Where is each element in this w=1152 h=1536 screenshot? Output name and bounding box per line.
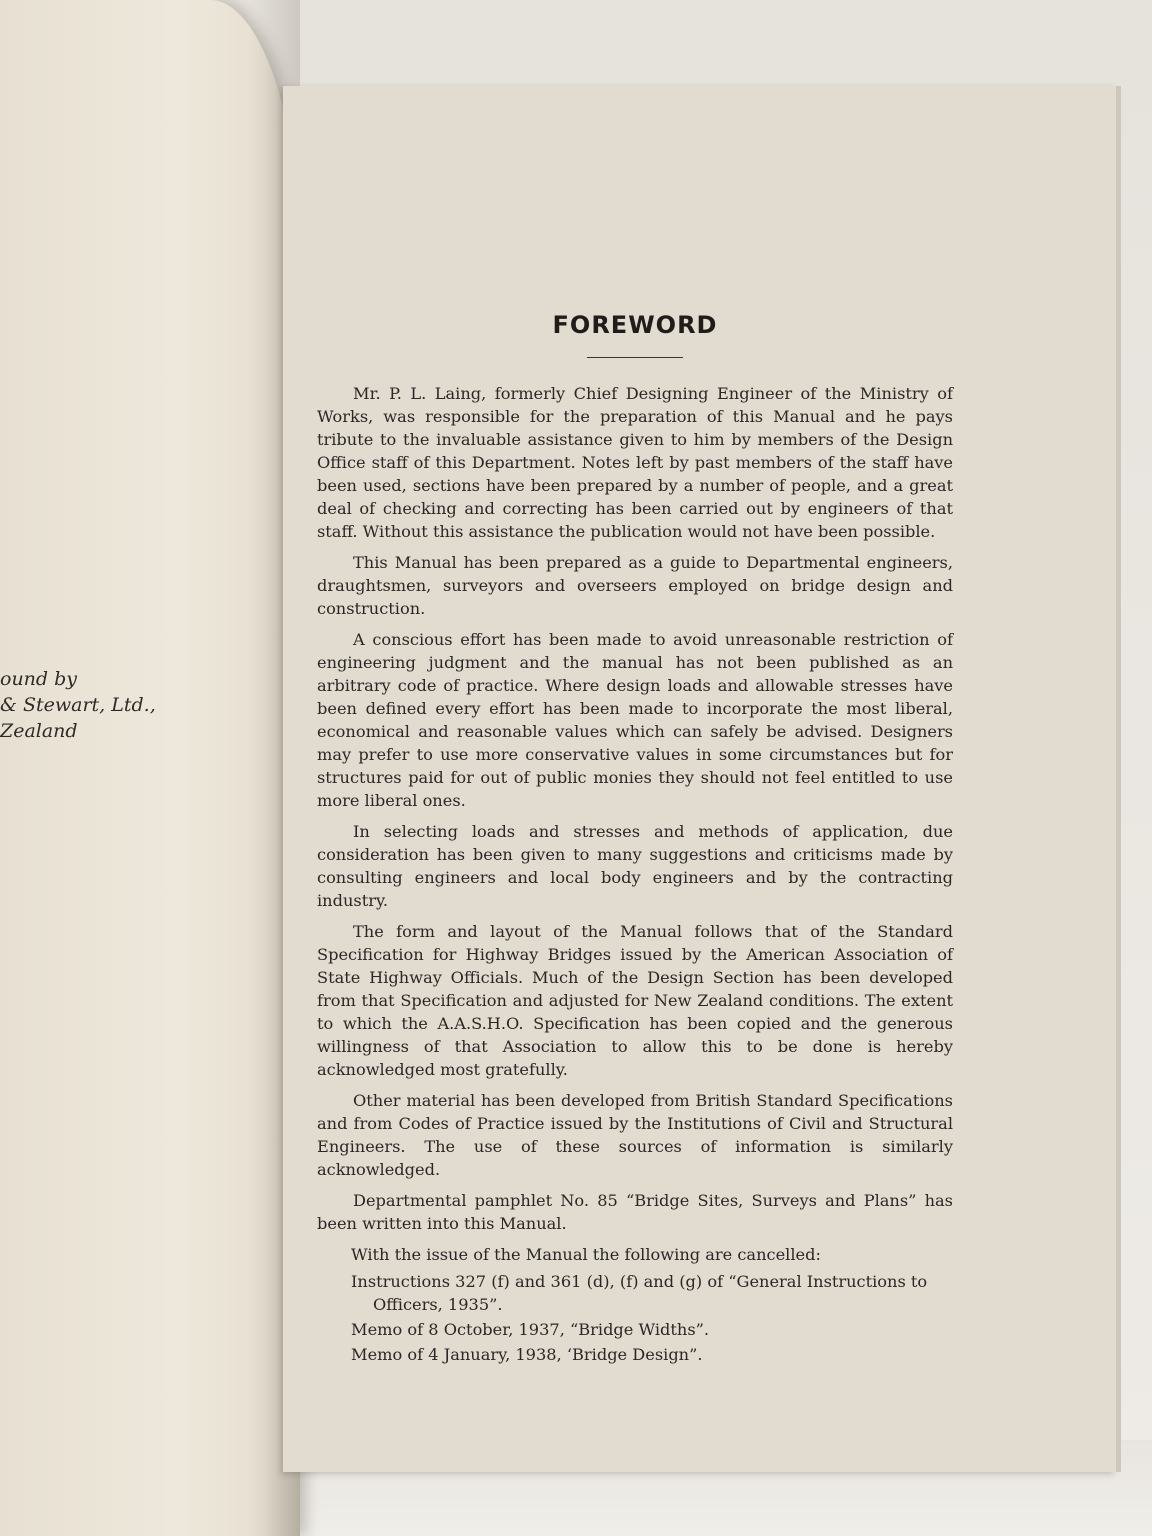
foreword-paragraph: Other material has been developed from British Standard Specifications and from Codes of Practice issued by the Institutions of Civil and Structural Engineers. The use of these sources of information is similarly acknowledged. <box>317 1091 953 1179</box>
imprint-line: & Stewart, Ltd., <box>0 694 156 716</box>
printer-imprint <box>0 666 260 744</box>
cancelled-item: Instructions 327 (f) and 361 (d), (f) and (g) of “General Instructions to Officers, 1935”. <box>351 1272 928 1314</box>
cancelled-item: Memo of 4 January, 1938, ‘Bridge Design”. <box>351 1345 703 1364</box>
page-edge <box>1116 86 1121 1472</box>
cancelled-item: Memo of 8 October, 1937, “Bridge Widths”. <box>351 1320 710 1339</box>
right-page <box>283 86 1116 1472</box>
cancelled-list <box>351 1270 953 1366</box>
foreword-paragraph: This Manual has been prepared as a guide to Departmental engineers, draughtsmen, surveyors and overseers employed on bridge design and construction. <box>317 553 953 618</box>
page-title: FOREWORD <box>552 311 718 339</box>
foreword-paragraph: In selecting loads and stresses and methods of application, due consideration has been given to many suggestions and criticisms made by consulting engineers and local body engineers and by the contracting industry. <box>317 822 953 910</box>
cancelled-intro: With the issue of the Manual the following are cancelled: <box>351 1245 821 1264</box>
foreword-paragraph: Mr. P. L. Laing, formerly Chief Designing Engineer of the Ministry of Works, was responsible for the preparation of this Manual and he pays tribute to the invaluable assistance given to him by members of the Design Office staff of this Department. Notes left by past members of the staff have been used, sections have been prepared by a number of people, and a great deal of checking and correcting has been carried out by engineers of that staff. Without this assistance the publication would not have been possible. <box>317 384 953 541</box>
title-rule <box>587 357 683 358</box>
imprint-line: ound by <box>0 668 78 690</box>
foreword-paragraph: Departmental pamphlet No. 85 “Bridge Sites, Surveys and Plans” has been written into this Manual. <box>317 1191 953 1233</box>
foreword-paragraph: The form and layout of the Manual follows that of the Standard Specification for Highway Bridges issued by the American Association of State Highway Officials. Much of the Design Section has been developed from that Specification and adjusted for New Zealand conditions. The extent to which the A.A.S.H.O. Specification has been copied and the generous willingness of that Association to allow this to be done is hereby acknowledged most gratefully. <box>317 922 953 1079</box>
foreword-paragraph: A conscious effort has been made to avoid unreasonable restriction of engineering judgment and the manual has not been published as an arbitrary code of practice. Where design loads and allowable stresses have been defined every effort has been made to incorporate the most liberal, economical and reasonable values which can safely be advised. Designers may prefer to use more conservative values in some circumstances but for structures paid for out of public monies they should not feel entitled to use more liberal ones. <box>317 630 953 810</box>
imprint-line: Zealand <box>0 720 78 742</box>
foreword-section <box>317 311 953 1368</box>
